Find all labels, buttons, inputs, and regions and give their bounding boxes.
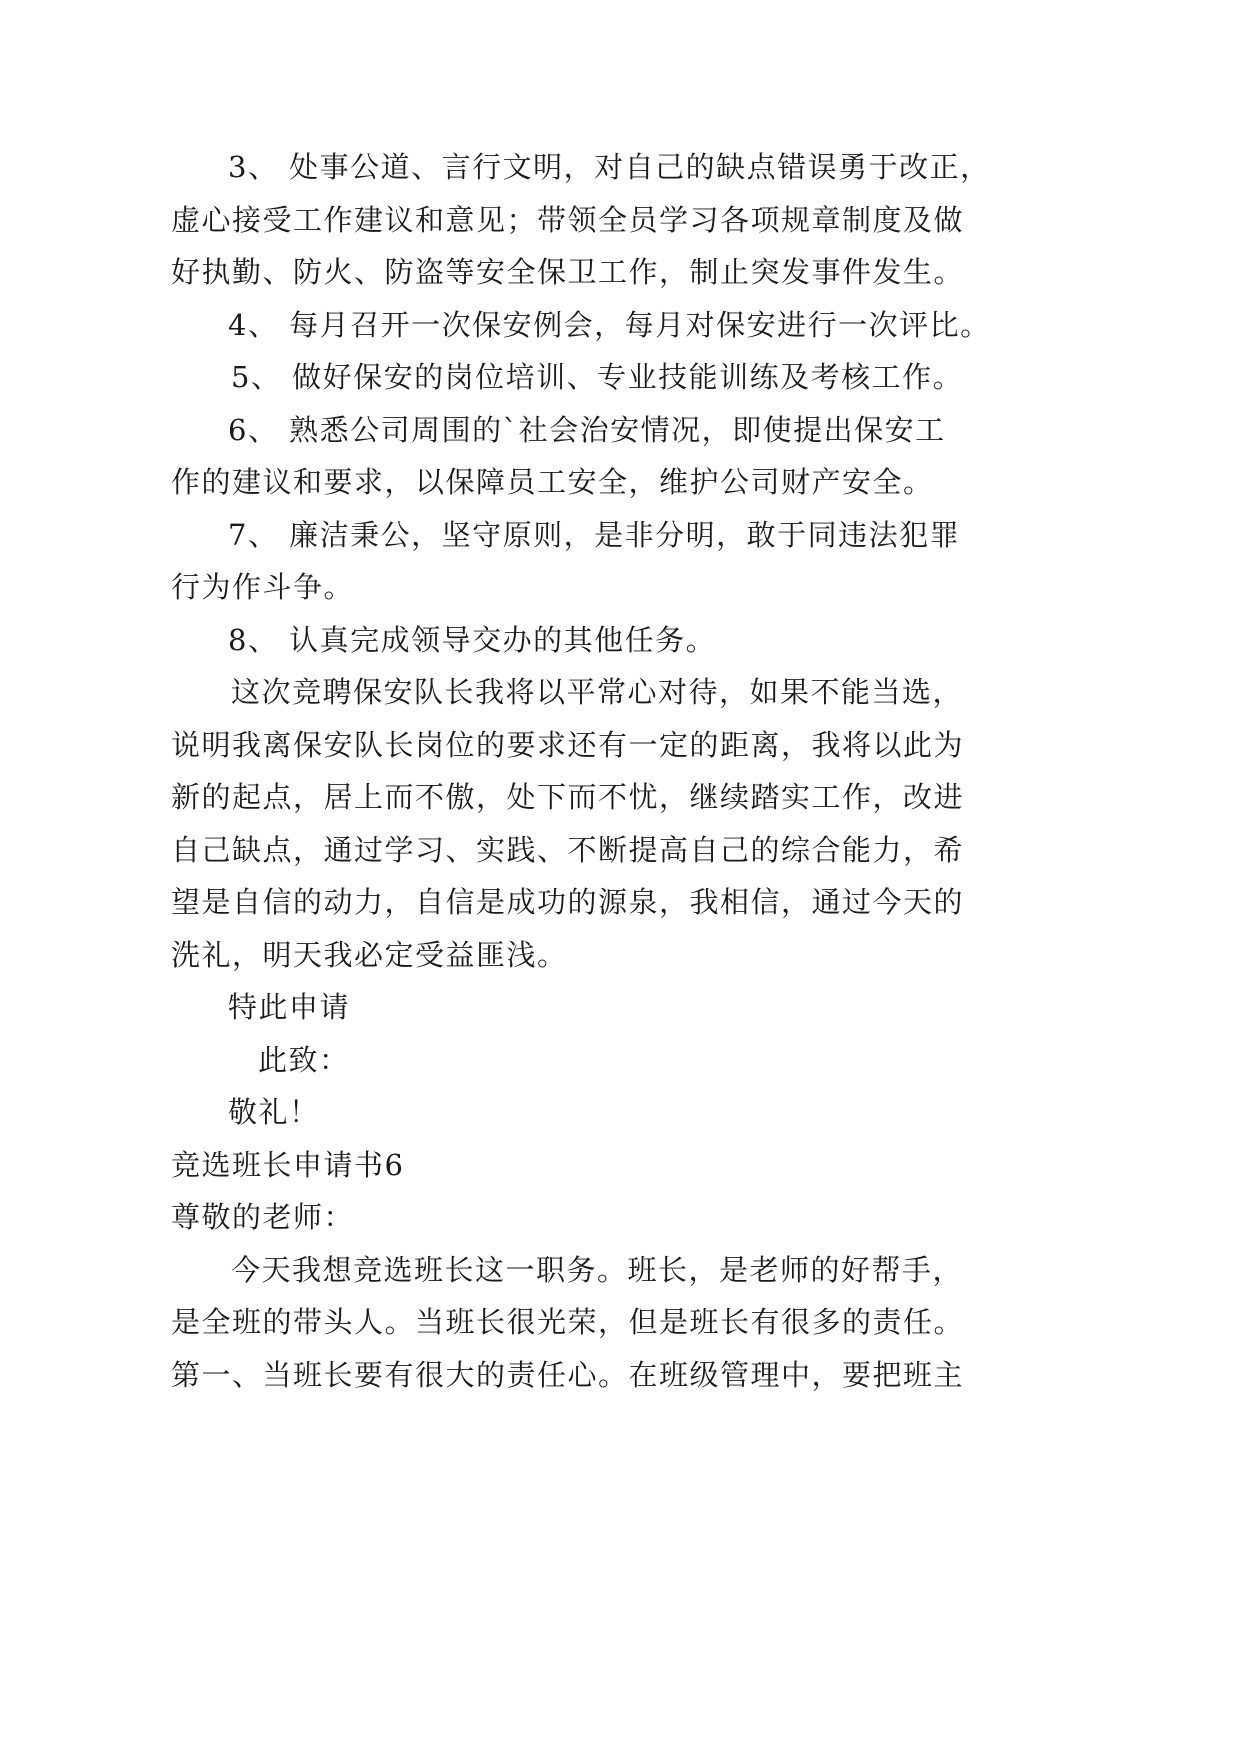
text-line: 尊敬的老师： xyxy=(171,1200,355,1234)
text-line: 7、 廉洁秉公，坚守原则，是非分明，敢于同违法犯罪 xyxy=(228,518,961,552)
text-line: 4、 每月召开一次保安例会，每月对保安进行一次评比。 xyxy=(228,308,991,342)
text-line: 洗礼，明天我必定受益匪浅。 xyxy=(171,938,568,972)
text-line: 行为作斗争。 xyxy=(171,570,355,604)
text-line: 今天我想竞选班长这一职务。班长，是老师的好帮手， xyxy=(231,1253,964,1287)
text-line: 说明我离保安队长岗位的要求还有一定的距离，我将以此为 xyxy=(171,728,965,762)
text-line: 作的建议和要求，以保障员工安全，维护公司财产安全。 xyxy=(171,465,934,499)
section-heading: 竞选班长申请书6 xyxy=(171,1148,405,1182)
text-line: 6、 熟悉公司周围的`社会治安情况，即使提出保安工 xyxy=(228,413,946,447)
text-line: 5、 做好保安的岗位培训、专业技能训练及考核工作。 xyxy=(231,360,964,394)
text-line: 此致： xyxy=(258,1043,350,1077)
text-line: 这次竞聘保安队长我将以平常心对待，如果不能当选， xyxy=(231,675,964,709)
text-line: 新的起点，居上而不傲，处下而不忧，继续踏实工作，改进 xyxy=(171,780,965,814)
text-line: 第一、当班长要有很大的责任心。在班级管理中，要把班主 xyxy=(171,1358,965,1392)
text-line: 虚心接受工作建议和意见；带领全员学习各项规章制度及做 xyxy=(171,203,965,237)
text-line: 好执勤、防火、防盗等安全保卫工作，制止突发事件发生。 xyxy=(171,255,965,289)
text-line: 3、 处事公道、言行文明，对自己的缺点错误勇于改正， xyxy=(228,150,991,184)
text-line: 是全班的带头人。当班长很光荣，但是班长有很多的责任。 xyxy=(171,1305,965,1339)
text-line: 自己缺点，通过学习、实践、不断提高自己的综合能力，希 xyxy=(171,833,965,867)
text-line: 敬礼！ xyxy=(228,1095,320,1129)
text-line: 望是自信的动力，自信是成功的源泉，我相信，通过今天的 xyxy=(171,885,965,919)
text-line: 8、 认真完成领导交办的其他任务。 xyxy=(228,623,717,657)
text-line: 特此申请 xyxy=(228,990,351,1024)
